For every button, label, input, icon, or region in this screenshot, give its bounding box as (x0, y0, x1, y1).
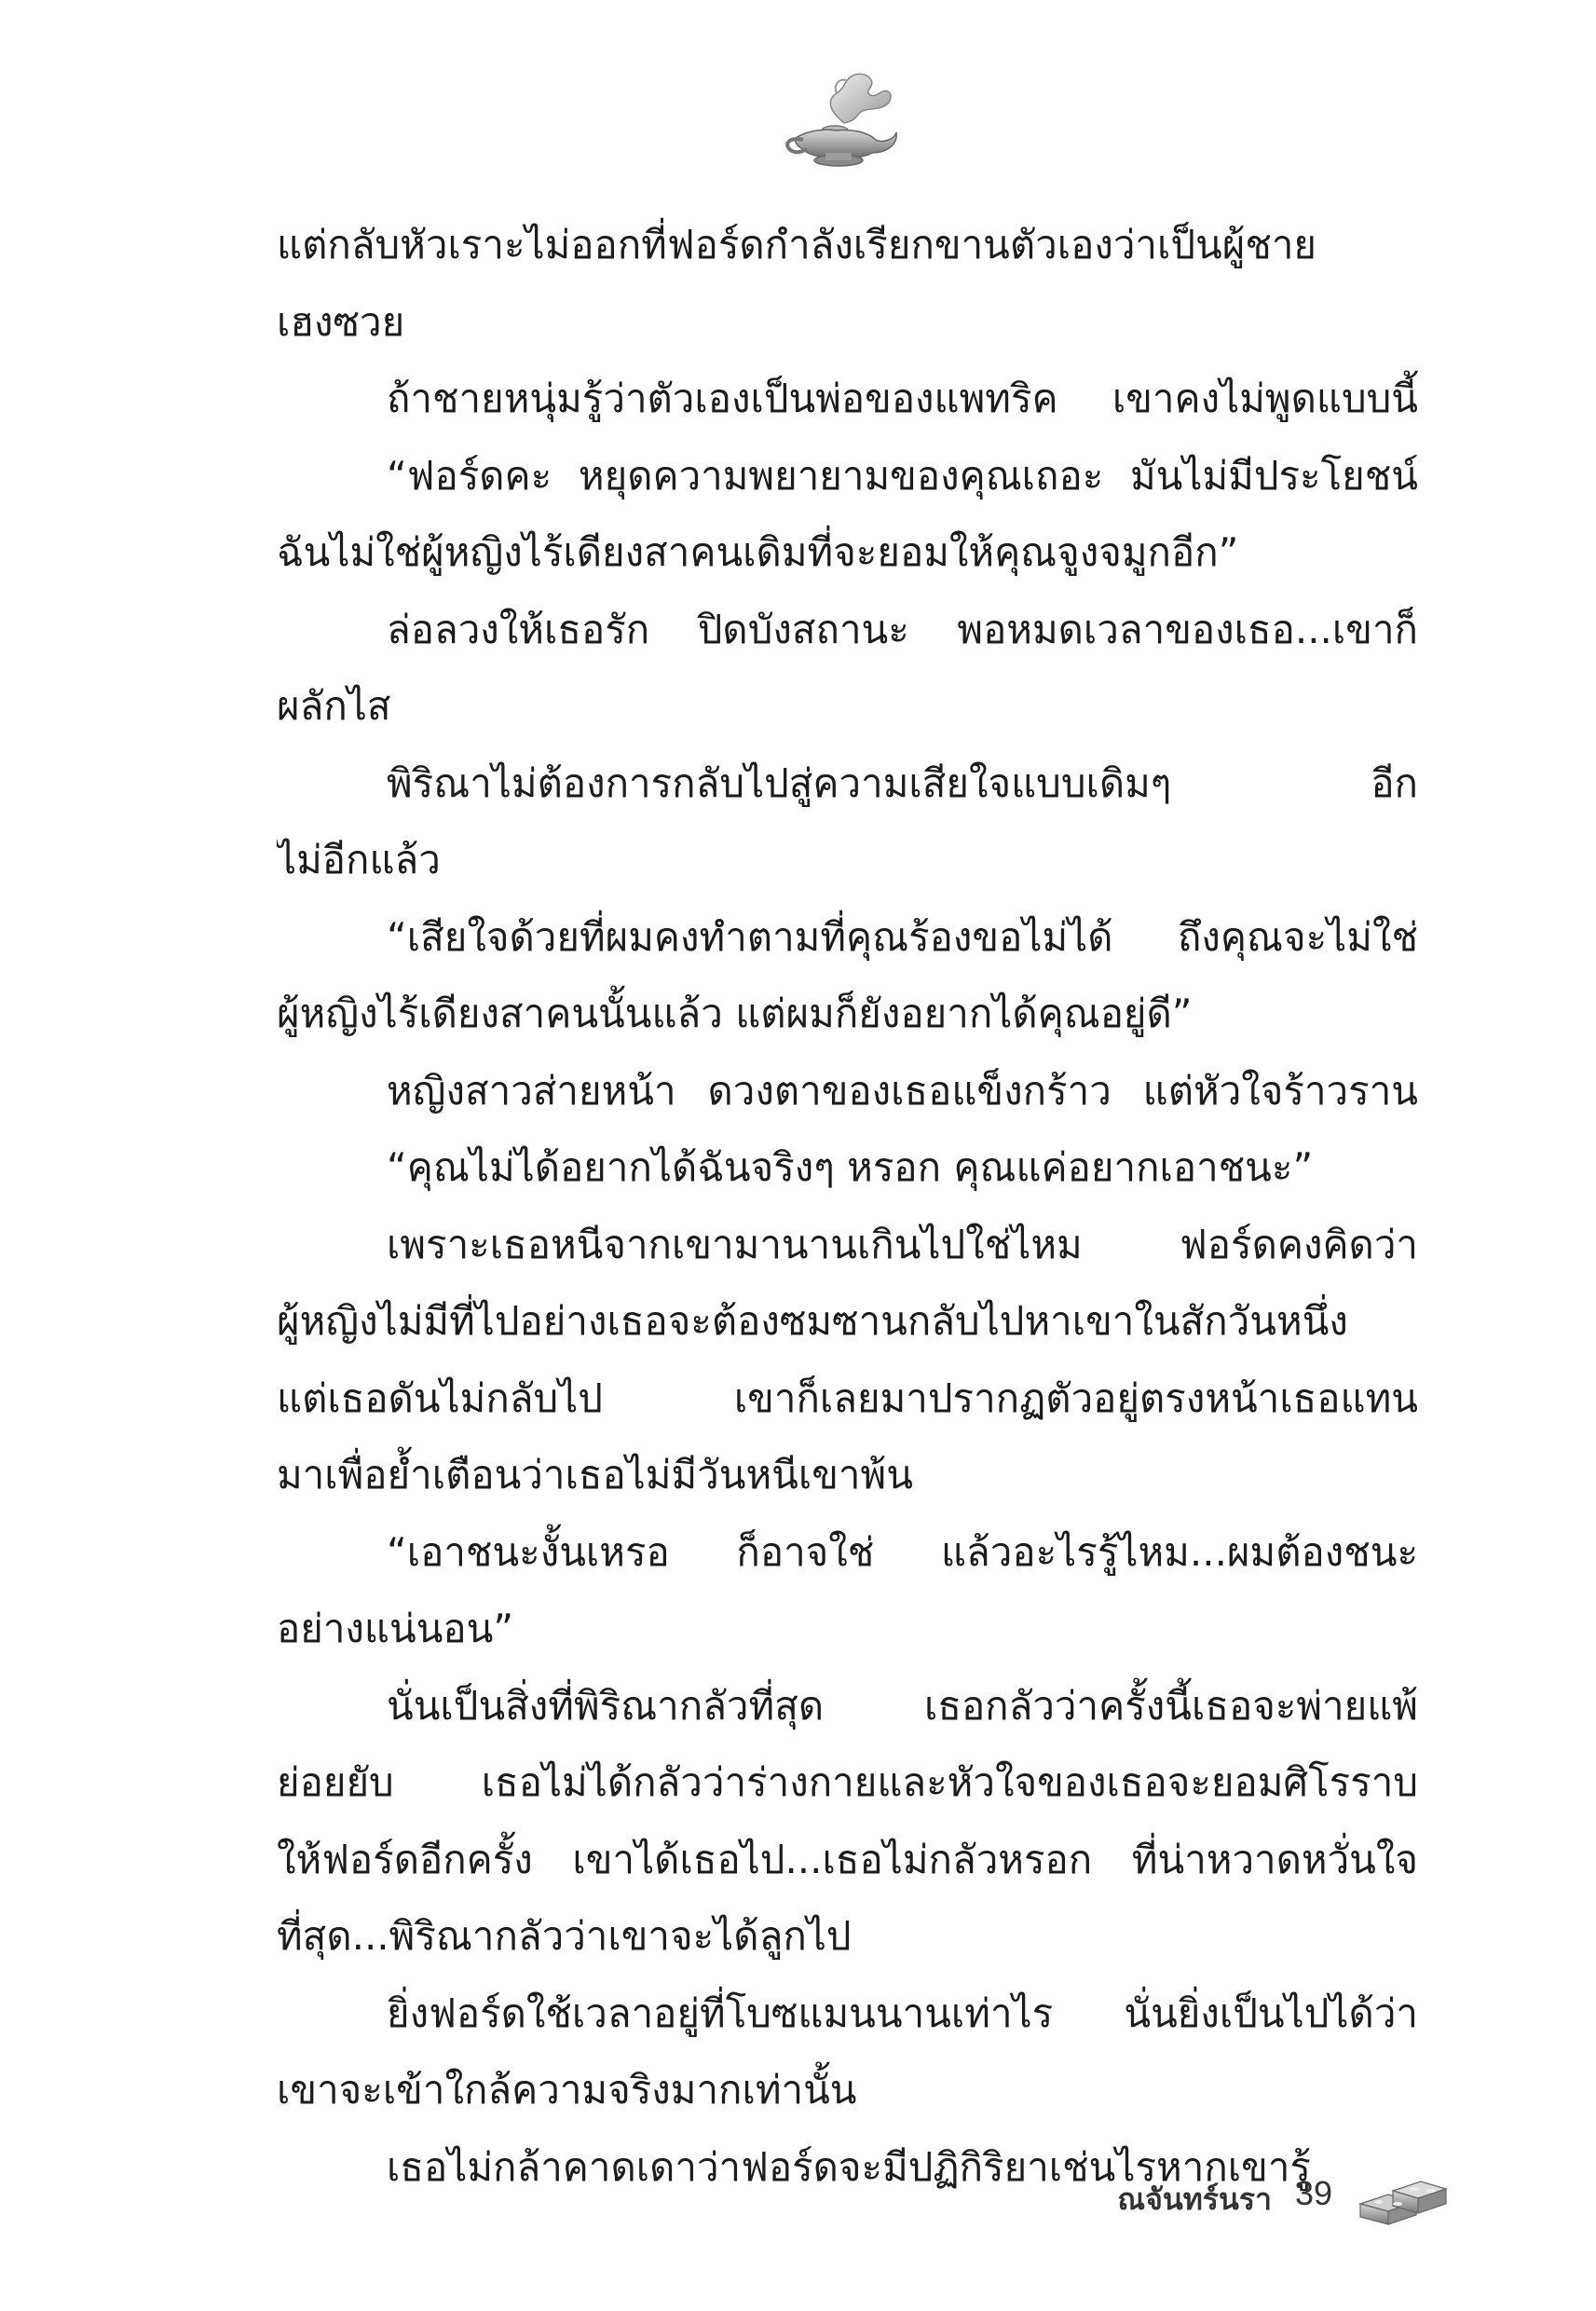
text-line: ผู้หญิงไร้เดียงสาคนนั้นแล้ว แต่ผมก็ยังอยากได้คุณอยู่ดี” (277, 991, 1193, 1036)
text-line: แต่เธอดันไม่กลับไป เขาก็เลยมาปรากฏตัวอยู่ตรงหน้าเธอแทน (277, 1374, 1418, 1421)
bricks-icon (1351, 2167, 1453, 2232)
text-line: เขาจะเข้าใกล้ความจริงมากเท่านั้น (277, 2067, 857, 2113)
text-line: เฮงซวย (277, 298, 405, 345)
text-line: “คุณไม่ได้อยากได้ฉันจริงๆ หรอก คุณแค่อยากเอาชนะ” (387, 1144, 1314, 1190)
text-line: พิริณาไม่ต้องการกลับไปสู่ความเสียใจแบบเดิมๆ อีก (387, 759, 1418, 806)
author-name: ณจันทร์นรา (1117, 2181, 1272, 2217)
text-line: แต่กลับหัวเราะไม่ออกที่ฟอร์ดกำลังเรียกขานตัวเองว่าเป็นผู้ชาย (277, 222, 1317, 267)
text-line: เธอไม่กล้าคาดเดาว่าฟอร์ดจะมีปฏิกิริยาเช่นไรหากเขารู้ (387, 2143, 1311, 2190)
body-text (277, 207, 1418, 2206)
text-line: ย่อยยับ เธอไม่ได้กลัวว่าร่างกายและหัวใจของเธอจะยอมศิโรราบ (277, 1759, 1418, 1805)
page-number: 39 (1294, 2174, 1332, 2212)
text-line: ล่อลวงให้เธอรัก ปิดบังสถานะ พอหมดเวลาของเธอ...เขาก็ (387, 606, 1418, 652)
text-line: ฉันไม่ใช่ผู้หญิงไร้เดียงสาคนเดิมที่จะยอมให้คุณจูงจมูกอีก” (277, 529, 1239, 575)
text-line: “เสียใจด้วยที่ผมคงทำตามที่คุณร้องขอไม่ได้ ถึงคุณจะไม่ใช่ (387, 913, 1418, 960)
text-line: อย่างแน่นอน” (277, 1606, 514, 1651)
page-footer (1025, 2167, 1472, 2232)
text-line: นั่นเป็นสิ่งที่พิริณากลัวที่สุด เธอกลัวว่าครั้งนี้เธอจะพ่ายแพ้ (387, 1682, 1418, 1729)
text-line: “เอาชนะงั้นเหรอ ก็อาจใช่ แล้วอะไรรู้ไหม...ผมต้องชนะ (387, 1528, 1418, 1575)
text-line: มาเพื่อย้ำเตือนว่าเธอไม่มีวันหนีเขาพ้น (277, 1452, 913, 1497)
text-line: ไม่อีกแล้ว (277, 837, 441, 882)
text-line: “ฟอร์ดคะ หยุดความพยายามของคุณเถอะ มันไม่มีประโยชน์ (387, 452, 1418, 499)
text-line: หญิงสาวส่ายหน้า ดวงตาของเธอแข็งกร้าว แต่หัวใจร้าวราน (387, 1067, 1418, 1114)
text-line: ที่สุด...พิริณากลัวว่าเขาจะได้ลูกไป (277, 1913, 852, 1959)
text-line: ถ้าชายหนุ่มรู้ว่าตัวเองเป็นพ่อของแพทริค เขาคงไม่พูดแบบนี้ (387, 376, 1418, 421)
text-line: เพราะเธอหนีจากเขามานานเกินไปใช่ไหม ฟอร์ดคงคิดว่า (387, 1221, 1418, 1267)
magic-lamp-icon (779, 65, 900, 172)
text-line: ผู้หญิงไม่มีที่ไปอย่างเธอจะต้องซมซานกลับไปหาเขาในสักวันหนึ่ง (277, 1298, 1348, 1344)
text-line: ผลักไส (277, 683, 391, 729)
text-line: ให้ฟอร์ดอีกครั้ง เขาได้เธอไป...เธอไม่กลัวหรอก ที่น่าหวาดหวั่นใจ (277, 1836, 1418, 1882)
text-line: ยิ่งฟอร์ดใช้เวลาอยู่ที่โบซแมนนานเท่าไร นั่นยิ่งเป็นไปได้ว่า (387, 1990, 1418, 2036)
